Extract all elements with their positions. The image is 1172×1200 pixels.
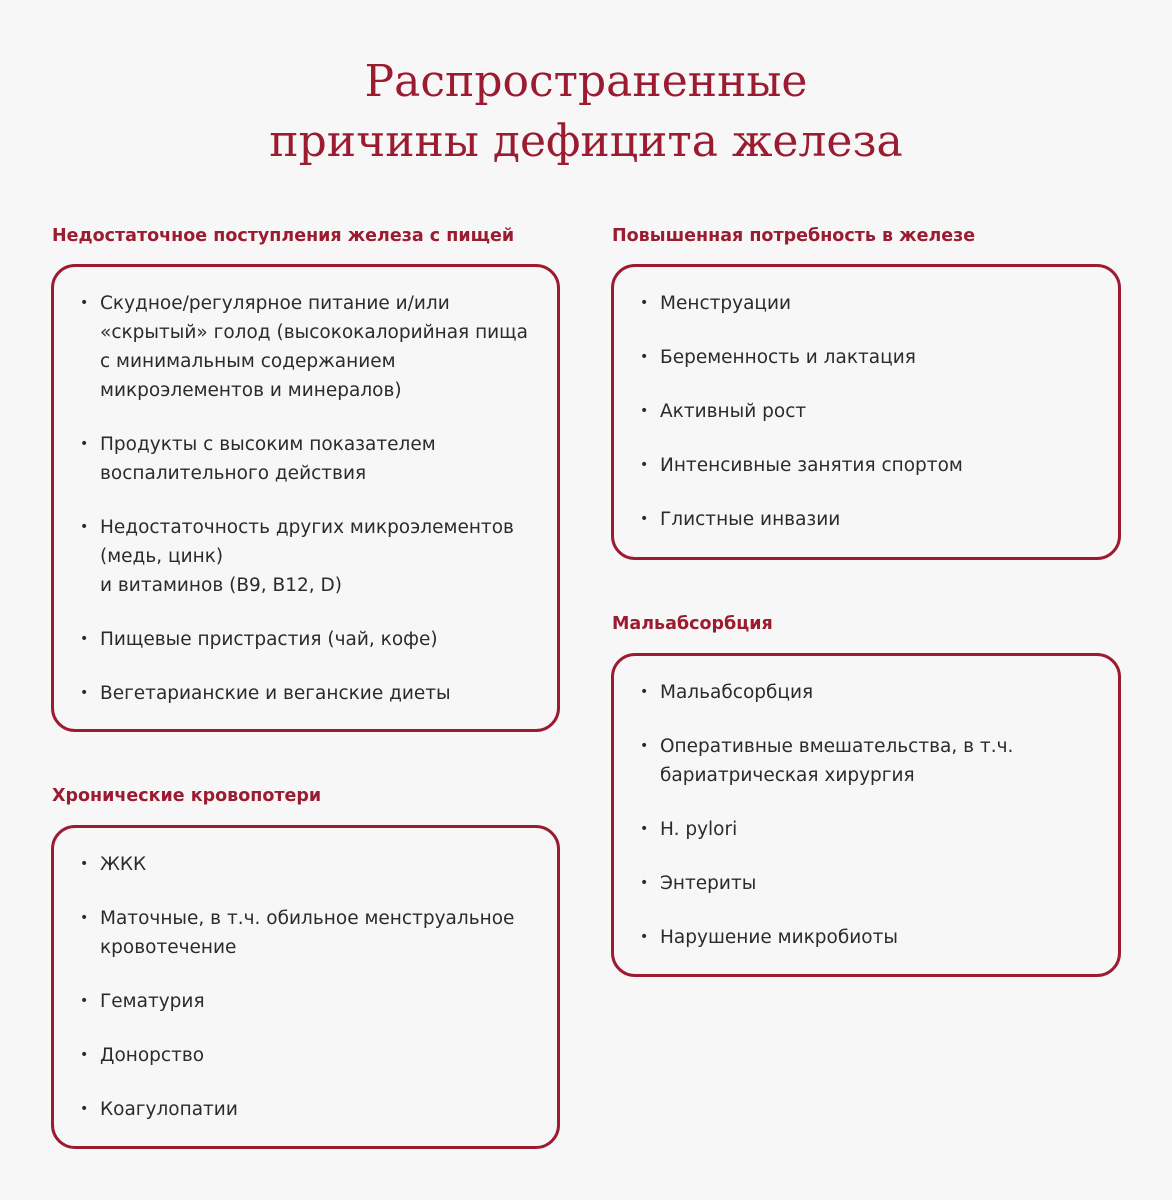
list-item xyxy=(640,869,1094,898)
list-item xyxy=(80,1041,533,1070)
list-item-text: Энтериты xyxy=(660,873,757,894)
bullet-icon: • xyxy=(640,511,649,527)
section-box-diet xyxy=(51,264,560,732)
list-item-text: Активный рост xyxy=(660,401,807,422)
list-item xyxy=(80,987,533,1016)
list-item xyxy=(640,923,1094,952)
list-item xyxy=(80,850,533,879)
list-item-text: Менструации xyxy=(660,293,792,314)
list-item-text: Скудное/регулярное питание и/или «скрытый» голод (высококалорийная пища с минимальным содержанием микроэлементов и минералов) xyxy=(100,293,528,401)
bullet-icon: • xyxy=(640,821,649,837)
bullet-icon: • xyxy=(80,436,89,452)
list-item xyxy=(80,904,533,962)
list-item-text: Вегетарианские и веганские диеты xyxy=(100,683,451,704)
list-item-text: Донорство xyxy=(100,1045,205,1066)
section-box-blood-loss xyxy=(51,825,560,1149)
bullet-icon: • xyxy=(80,1101,89,1117)
list-item xyxy=(640,343,1094,372)
list-item-text: Продукты с высоким показателем воспалительного действия xyxy=(100,434,436,484)
list-item xyxy=(80,679,533,708)
bullet-icon: • xyxy=(640,403,649,419)
list-item-text: Недостаточность других микроэлементов (медь, цинк) и витаминов (B9, B12, D) xyxy=(100,517,514,596)
bullet-icon: • xyxy=(80,295,89,311)
list-item xyxy=(640,451,1094,480)
list-item xyxy=(640,815,1094,844)
bullet-icon: • xyxy=(80,685,89,701)
section-heading-blood-loss: Хронические кровопотери xyxy=(52,786,322,806)
list-item xyxy=(80,430,533,488)
list-item-text: Глистные инвазии xyxy=(660,509,841,530)
section-heading-diet: Недостаточное поступления железа с пищей xyxy=(52,226,515,246)
list-item xyxy=(640,289,1094,318)
bullet-icon: • xyxy=(80,519,89,535)
list-item xyxy=(640,397,1094,426)
section-heading-malabsorption: Мальабсорбция xyxy=(612,614,773,634)
bullet-icon: • xyxy=(640,349,649,365)
list-item xyxy=(640,505,1094,534)
list-item-text: Маточные, в т.ч. обильное менструальное кровотечение xyxy=(100,908,515,958)
list-item-text: Нарушение микробиоты xyxy=(660,927,898,948)
list-item-text: ЖКК xyxy=(100,854,147,875)
list-item-text: Интенсивные занятия спортом xyxy=(660,455,963,476)
bullet-icon: • xyxy=(640,738,649,754)
bullet-icon: • xyxy=(80,910,89,926)
list-item xyxy=(640,732,1094,790)
bullet-icon: • xyxy=(640,684,649,700)
list-item-text: Оперативные вмешательства, в т.ч. бариатрическая хирургия xyxy=(660,736,1014,786)
section-heading-increased-need: Повышенная потребность в железе xyxy=(612,226,976,246)
bullet-icon: • xyxy=(80,1047,89,1063)
bullet-icon: • xyxy=(640,875,649,891)
list-item xyxy=(80,289,533,405)
bullet-icon: • xyxy=(640,457,649,473)
section-box-increased-need xyxy=(611,264,1121,560)
page-title: Распространенные причины дефицита железа xyxy=(269,56,903,167)
bullet-icon: • xyxy=(80,856,89,872)
bullet-icon: • xyxy=(80,993,89,1009)
list-item xyxy=(80,513,533,600)
section-box-malabsorption xyxy=(611,653,1121,977)
list-item xyxy=(80,1095,533,1124)
list-item-text: H. pylori xyxy=(660,819,738,840)
list-item xyxy=(640,678,1094,707)
list-item-text: Беременность и лактация xyxy=(660,347,916,368)
bullet-icon: • xyxy=(640,295,649,311)
bullet-icon: • xyxy=(640,929,649,945)
list-item-text: Гематурия xyxy=(100,991,205,1012)
list-item-text: Коагулопатии xyxy=(100,1099,238,1120)
bullet-icon: • xyxy=(80,631,89,647)
list-item-text: Пищевые пристрастия (чай, кофе) xyxy=(100,629,438,650)
list-item xyxy=(80,625,533,654)
list-item-text: Мальабсорбция xyxy=(660,682,814,703)
